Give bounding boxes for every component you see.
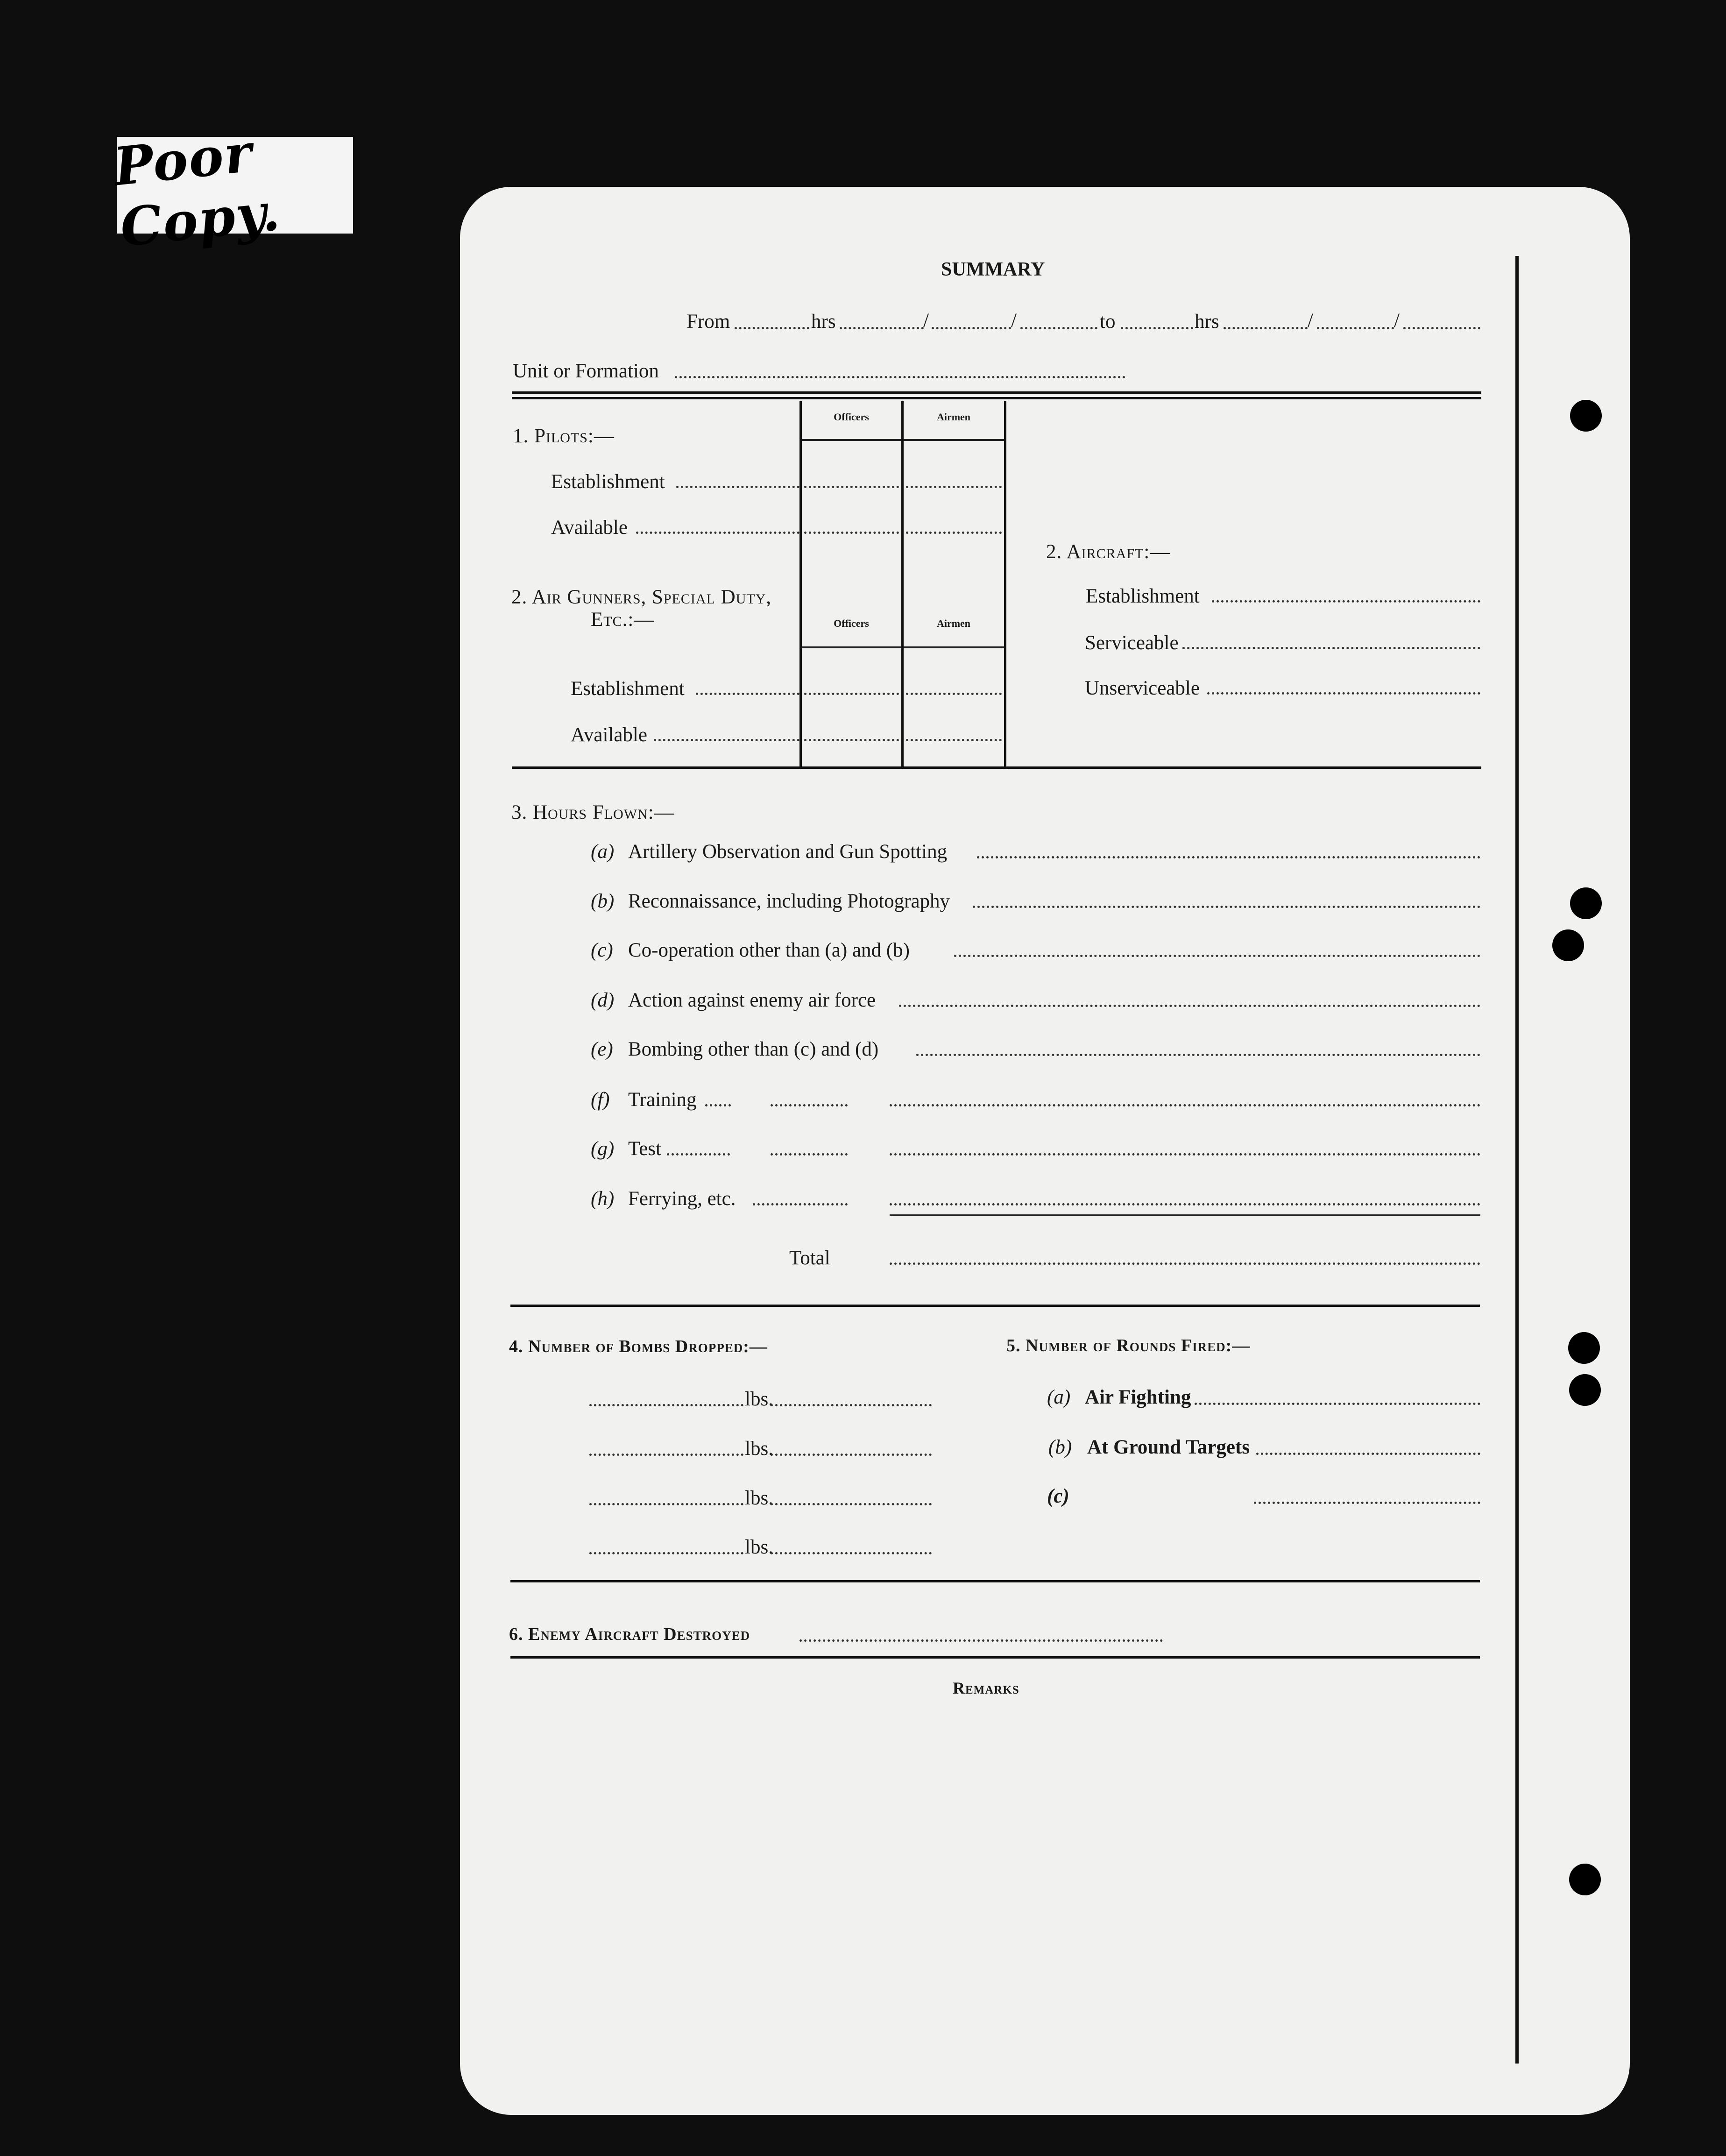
remarks-heading: Remarks: [953, 1679, 1019, 1697]
gunners-airmen-header: Airmen: [936, 617, 971, 629]
hours-e-field[interactable]: [916, 1054, 1480, 1056]
binder-hole: [1570, 887, 1602, 919]
hours-a-label: (a): [591, 841, 615, 863]
binder-hole: [1570, 400, 1602, 432]
enemy-aircraft-label: 6. Enemy Aircraft Destroyed: [509, 1624, 750, 1644]
hours-e-text: Bombing other than (c) and (d): [628, 1038, 879, 1060]
bombs-heading: 4. Number of Bombs Dropped:—: [509, 1337, 768, 1356]
hours-c-label: (c): [591, 939, 613, 961]
to-date-field-2[interactable]: [1403, 327, 1480, 329]
pilots-establishment-label: Establishment: [551, 471, 665, 493]
header-underline: [904, 439, 1004, 441]
aircraft-unserviceable-field[interactable]: [1207, 692, 1480, 695]
to-slash-2: /: [1394, 310, 1400, 332]
hours-a-text: Artillery Observation and Gun Spotting: [628, 841, 948, 863]
pilots-establishment-airmen[interactable]: [906, 486, 1002, 488]
pilots-airmen-header: Airmen: [936, 411, 971, 423]
header-underline: [802, 646, 901, 648]
from-label: From: [686, 311, 730, 333]
table-divider: [799, 401, 802, 769]
pilots-available-label: Available: [551, 517, 628, 539]
hours-h-field[interactable]: [890, 1203, 1480, 1206]
section-rule: [512, 397, 1481, 399]
gunners-establishment-airmen[interactable]: [906, 693, 1002, 695]
hours-f-subfield[interactable]: [771, 1104, 848, 1106]
aircraft-establishment-label: Establishment: [1086, 585, 1200, 607]
to-hrs-label: hrs: [1195, 311, 1219, 333]
bombs-field-3[interactable]: [589, 1503, 743, 1505]
rounds-b-label: (b): [1048, 1436, 1072, 1458]
pilots-heading: 1. Pilots:—: [513, 425, 615, 447]
rounds-b-text: At Ground Targets: [1087, 1436, 1250, 1458]
bombs-field-2[interactable]: [589, 1454, 743, 1456]
section-rule: [510, 1580, 1480, 1582]
from-date-field-2[interactable]: [1020, 327, 1097, 329]
hours-f-field[interactable]: [890, 1104, 1480, 1106]
gunners-available-label: Available: [571, 724, 647, 746]
bombs-field-4[interactable]: [589, 1552, 743, 1554]
aircraft-serviceable-field[interactable]: [1182, 647, 1480, 649]
gunners-available-leader: [654, 739, 799, 741]
unit-formation-field[interactable]: [675, 376, 1125, 378]
hours-h-label: (h): [591, 1188, 615, 1210]
hours-a-field[interactable]: [977, 856, 1480, 858]
hours-d-text: Action against enemy air force: [628, 989, 876, 1011]
gunners-officers-header: Officers: [834, 617, 869, 629]
pilots-officers-header: Officers: [834, 411, 869, 423]
pilots-available-officers[interactable]: [804, 532, 899, 534]
pilots-establishment-officers[interactable]: [804, 486, 899, 488]
bombs-field-4b[interactable]: [771, 1552, 932, 1554]
bombs-unit-3: lbs.: [745, 1487, 773, 1509]
table-divider: [901, 401, 904, 769]
enemy-aircraft-field[interactable]: [799, 1639, 1163, 1642]
binder-hole: [1568, 1332, 1600, 1364]
gunners-heading-etc: Etc.:—: [591, 609, 655, 631]
section-rule: [510, 1305, 1480, 1307]
rounds-a-label: (a): [1047, 1386, 1071, 1408]
section-rule: [512, 391, 1481, 394]
hours-c-text: Co-operation other than (a) and (b): [628, 939, 910, 961]
poor-copy-text: Poor Copy.: [111, 122, 283, 259]
from-date-field-1[interactable]: [932, 327, 1011, 329]
gunners-heading: 2. Air Gunners, Special Duty,: [511, 586, 772, 608]
gunners-available-airmen[interactable]: [906, 739, 1002, 741]
binder-hole: [1569, 1374, 1601, 1406]
bombs-field-3b[interactable]: [771, 1503, 932, 1505]
hours-g-field[interactable]: [890, 1153, 1480, 1156]
total-underline: [890, 1214, 1480, 1216]
binder-hole: [1569, 1864, 1601, 1895]
hours-g-label: (g): [591, 1138, 615, 1160]
rounds-a-text: Air Fighting: [1085, 1386, 1191, 1408]
header-underline: [904, 646, 1004, 648]
hours-g-text: Test: [628, 1138, 662, 1160]
to-field[interactable]: [1121, 327, 1193, 329]
hours-heading: 3. Hours Flown:—: [511, 801, 675, 823]
hours-g-leader: [667, 1153, 730, 1156]
unit-formation-label: Unit or Formation: [513, 360, 659, 382]
bombs-field-1b[interactable]: [771, 1404, 932, 1406]
to-slash-1: /: [1308, 310, 1313, 332]
rounds-a-field[interactable]: [1195, 1403, 1480, 1405]
to-hrs-field[interactable]: [1224, 327, 1308, 329]
aircraft-establishment-field[interactable]: [1212, 600, 1480, 603]
bombs-field-1[interactable]: [589, 1404, 743, 1406]
gunners-establishment-leader: [696, 693, 799, 695]
form-title: SUMMARY: [941, 259, 1045, 280]
hours-g-subfield[interactable]: [771, 1153, 848, 1156]
hours-d-field[interactable]: [899, 1005, 1480, 1007]
hours-b-label: (b): [591, 890, 615, 912]
from-slash-2: /: [1011, 310, 1017, 332]
aircraft-heading: 2. Aircraft:—: [1046, 541, 1171, 563]
hours-h-subfield[interactable]: [753, 1203, 848, 1206]
gunners-establishment-label: Establishment: [571, 678, 685, 700]
from-hrs-field[interactable]: [840, 327, 924, 329]
rounds-c-field[interactable]: [1254, 1502, 1480, 1504]
pilots-available-airmen[interactable]: [906, 532, 1002, 534]
hours-c-field[interactable]: [954, 955, 1480, 957]
section-rule: [510, 1656, 1480, 1659]
hours-f-text: Training: [628, 1089, 697, 1111]
hours-total-field[interactable]: [890, 1262, 1480, 1265]
aircraft-serviceable-label: Serviceable: [1085, 632, 1179, 654]
poor-copy-note: [111, 122, 353, 259]
hours-b-text: Reconnaissance, including Photography: [628, 890, 950, 912]
page-edge-line: [1515, 256, 1519, 2064]
to-date-field-1[interactable]: [1317, 327, 1394, 329]
gunners-available-officers[interactable]: [804, 739, 899, 741]
header-underline: [802, 439, 901, 441]
from-slash-1: /: [923, 310, 929, 332]
pilots-establishment-leader: [676, 486, 799, 488]
hours-h-text: Ferrying, etc.: [628, 1188, 736, 1210]
from-field[interactable]: [735, 327, 809, 329]
to-label: to: [1100, 311, 1116, 333]
rounds-heading: 5. Number of Rounds Fired:—: [1006, 1336, 1251, 1355]
bombs-field-2b[interactable]: [771, 1454, 932, 1456]
hours-total-label: Total: [789, 1247, 830, 1269]
gunners-establishment-officers[interactable]: [804, 693, 899, 695]
hours-e-label: (e): [591, 1038, 613, 1060]
section-rule: [512, 766, 1481, 769]
aircraft-unserviceable-label: Unserviceable: [1085, 677, 1200, 699]
binder-hole: [1552, 929, 1584, 961]
bombs-unit-2: lbs.: [745, 1438, 773, 1460]
rounds-b-field[interactable]: [1256, 1453, 1480, 1455]
hours-b-field[interactable]: [973, 906, 1480, 908]
hours-f-leader: [705, 1104, 731, 1106]
bombs-unit-1: lbs.: [745, 1388, 773, 1410]
table-divider: [1004, 401, 1006, 769]
pilots-available-leader: [636, 532, 799, 534]
hours-f-label: (f): [591, 1089, 610, 1111]
from-hrs-label: hrs: [811, 311, 836, 333]
bombs-unit-4: lbs.: [745, 1536, 773, 1558]
rounds-c-label: (c): [1047, 1485, 1069, 1507]
hours-d-label: (d): [591, 989, 615, 1011]
